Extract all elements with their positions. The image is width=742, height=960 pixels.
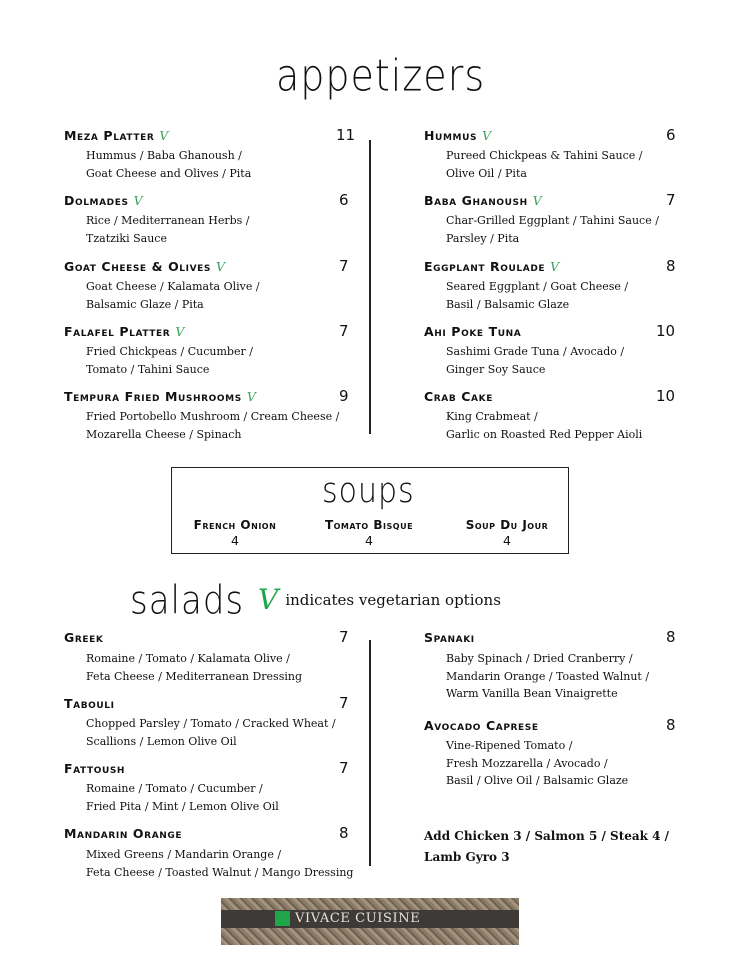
vegetarian-legend-text: indicates vegetarian options [285, 591, 501, 609]
soup-item [165, 518, 305, 548]
item-description: Rice / Mediterranean Herbs / Tzatziki Sauce [86, 214, 250, 245]
item-name: Dolmades [64, 193, 129, 208]
salads-title: salads [130, 578, 245, 624]
menu-item [64, 826, 354, 882]
soup-price: 4 [503, 533, 511, 548]
soup-item [437, 518, 577, 548]
item-name: Tempura Fried Mushrooms [64, 389, 242, 404]
item-price: 7 [339, 257, 349, 275]
menu-item [64, 696, 354, 752]
item-name: Meza Platter [64, 128, 155, 143]
soup-name: Soup Du Jour [465, 518, 549, 532]
item-price: 10 [656, 322, 676, 340]
item-description: Char-Grilled Eggplant / Tahini Sauce / Parsley / Pita [446, 214, 659, 245]
menu-item [424, 389, 684, 445]
item-name: Crab Cake [424, 389, 493, 404]
item-name: Baba Ghanoush [424, 193, 528, 208]
item-price: 7 [339, 694, 349, 712]
menu-item [424, 630, 684, 705]
menu-item [64, 630, 354, 686]
soups-title: soups [322, 471, 415, 512]
item-price: 8 [666, 716, 676, 734]
soup-item [299, 518, 439, 548]
item-price: 9 [339, 387, 349, 405]
soup-price: 4 [231, 533, 239, 548]
item-price: 6 [666, 126, 676, 144]
item-description: Fried Portobello Mushroom / Cream Cheese / Mozarella Cheese / Spinach [86, 410, 340, 441]
menu-item [424, 718, 684, 793]
soup-name: French Onion [193, 518, 277, 532]
item-description: Fried Chickpeas / Cucumber / Tomato / Tahini Sauce [86, 345, 253, 376]
soup-name: Tomato Bisque [324, 518, 414, 532]
item-description: Romaine / Tomato / Kalamata Olive / Feta Cheese / Mediterranean Dressing [86, 652, 302, 683]
vegetarian-icon: V [215, 259, 226, 274]
menu-item [64, 259, 354, 315]
soups-box [171, 467, 569, 554]
item-name: Ahi Poke Tuna [424, 324, 522, 339]
item-name: Greek [64, 630, 104, 645]
item-name: Mandarin Orange [64, 826, 183, 841]
vegetarian-legend [258, 583, 501, 616]
vegetarian-icon: V [133, 193, 144, 208]
menu-item [424, 128, 684, 184]
item-description: Mixed Greens / Mandarin Orange / Feta Cheese / Toasted Walnut / Mango Dressing [86, 848, 354, 879]
vegetarian-legend-icon: V [258, 583, 279, 616]
item-name: Goat Cheese & Olives [64, 259, 211, 274]
item-description: Baby Spinach / Dried Cranberry / Mandarin Orange / Toasted Walnut / Warm Vanilla Bean Vinaigrette [446, 652, 650, 700]
item-price: 7 [339, 322, 349, 340]
item-price: 10 [656, 387, 676, 405]
vegetarian-icon: V [550, 259, 560, 274]
item-name: Avocado Caprese [424, 718, 539, 733]
vegetarian-icon: V [175, 324, 185, 339]
item-name: Hummus [424, 128, 478, 143]
menu-item [64, 128, 354, 184]
item-description: Hummus / Baba Ghanoush / Goat Cheese and Olives / Pita [86, 149, 252, 180]
menu-item [424, 193, 684, 249]
brand-name: VIVACE CUISINE [295, 911, 421, 926]
item-description: King Crabmeat / Garlic on Roasted Red Pepper Aioli [446, 410, 643, 441]
brand-logo [221, 898, 519, 945]
item-description: Vine-Ripened Tomato / Fresh Mozzarella / Avocado / Basil / Olive Oil / Balsamic Glaze [446, 739, 629, 787]
menu-item [64, 324, 354, 380]
appetizers-title: appetizers [276, 50, 486, 101]
item-price: 8 [666, 257, 676, 275]
item-price: 11 [336, 126, 356, 144]
vegetarian-icon: V [159, 128, 169, 143]
item-description: Chopped Parsley / Tomato / Cracked Wheat / Scallions / Lemon Olive Oil [86, 717, 336, 748]
menu-item [64, 389, 354, 445]
item-name: Falafel Platter [64, 324, 171, 339]
vegetarian-icon: V [482, 128, 492, 143]
item-description: Sashimi Grade Tuna / Avocado / Ginger Soy Sauce [446, 345, 625, 376]
addon-line: Lamb Gyro 3 [424, 850, 510, 864]
item-price: 6 [339, 191, 349, 209]
menu-item [64, 761, 354, 817]
addon-line: Add Chicken 3 / Salmon 5 / Steak 4 / [424, 829, 670, 843]
vegetarian-icon: V [246, 389, 257, 404]
item-price: 7 [666, 191, 676, 209]
item-name: Fattoush [64, 761, 126, 776]
logo-square-icon [275, 911, 290, 926]
appetizers-divider [369, 140, 371, 434]
item-name: Eggplant Roulade [424, 259, 546, 274]
item-price: 8 [666, 628, 676, 646]
item-name: Spanaki [424, 630, 475, 645]
item-price: 7 [339, 628, 349, 646]
item-description: Pureed Chickpeas & Tahini Sauce / Olive Oil / Pita [446, 149, 643, 180]
menu-item [424, 259, 684, 315]
item-name: Tabouli [64, 696, 115, 711]
salad-addons [424, 826, 669, 868]
item-description: Romaine / Tomato / Cucumber / Fried Pita / Mint / Lemon Olive Oil [86, 782, 279, 813]
menu-item [64, 193, 354, 249]
soup-price: 4 [365, 533, 373, 548]
vegetarian-icon: V [532, 193, 543, 208]
item-description: Goat Cheese / Kalamata Olive / Balsamic Glaze / Pita [86, 280, 260, 311]
item-price: 7 [339, 759, 349, 777]
salads-divider [369, 640, 371, 866]
menu-item [424, 324, 684, 380]
item-description: Seared Eggplant / Goat Cheese / Basil / Balsamic Glaze [446, 280, 629, 311]
item-price: 8 [339, 824, 349, 842]
